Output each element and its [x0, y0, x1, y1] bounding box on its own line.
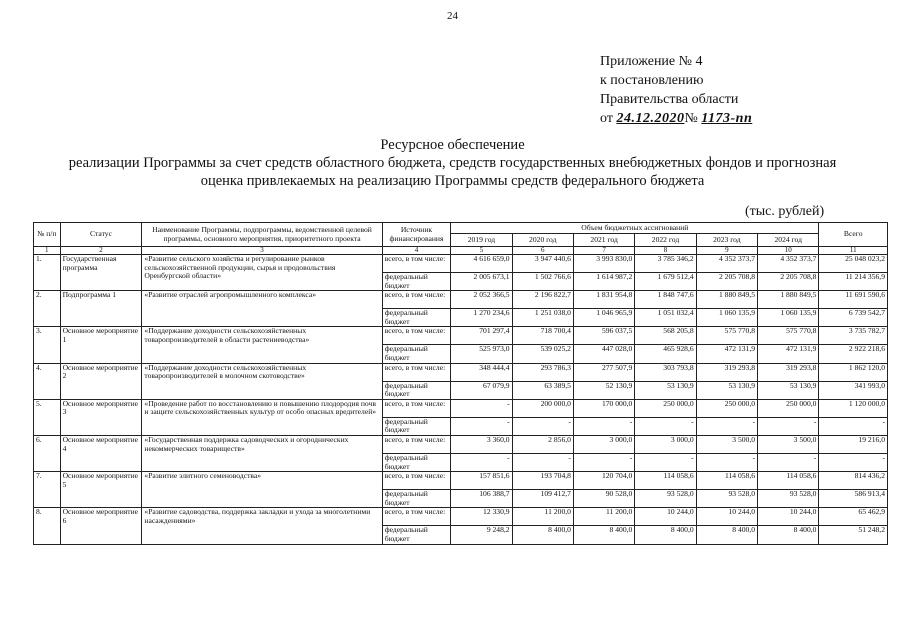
- header-column-index: 10: [758, 247, 819, 255]
- value-total: 1 120 000,0: [819, 399, 888, 417]
- source-total-label: всего, в том числе:: [382, 508, 451, 526]
- value-federal: 90 528,0: [573, 490, 634, 508]
- value-total: 11 691 590,6: [819, 291, 888, 309]
- document-title: [0, 136, 905, 190]
- header-year: 2021 год: [573, 234, 634, 247]
- table-row: [34, 255, 888, 273]
- value-federal: -: [512, 453, 573, 471]
- appendix-line-1: Приложение № 4: [600, 54, 703, 69]
- row-status: Основное мероприятие 5: [60, 472, 142, 508]
- value-total: 250 000,0: [635, 399, 696, 417]
- resolution-number: 1173-пп: [701, 111, 753, 126]
- title-line-2: реализации Программы за счет средств областного бюджета, средств государственных внебюджетных фондов и прогнозная: [68, 155, 837, 171]
- value-federal: 341 993,0: [819, 381, 888, 399]
- value-federal: 52 130,9: [573, 381, 634, 399]
- value-federal: 53 130,9: [696, 381, 757, 399]
- row-name: «Развитие сельского хозяйства и регулирование рынков сельскохозяйственной продукции, сырья и продовольствия Оренбургской области»: [142, 255, 382, 291]
- value-federal: 472 131,9: [758, 345, 819, 363]
- value-federal: 1 046 965,9: [573, 309, 634, 327]
- value-federal: 1 060 135,9: [758, 309, 819, 327]
- resource-table: [33, 222, 888, 545]
- value-federal: -: [696, 453, 757, 471]
- header-year: 2023 год: [696, 234, 757, 247]
- value-federal: -: [573, 417, 634, 435]
- number-prefix: №: [684, 111, 698, 126]
- source-federal-label: федеральный бюджет: [382, 417, 451, 435]
- value-total: 814 436,2: [819, 472, 888, 490]
- value-federal: 447 028,0: [573, 345, 634, 363]
- value-federal: -: [573, 453, 634, 471]
- value-total: 319 293,8: [758, 363, 819, 381]
- value-federal: -: [819, 417, 888, 435]
- value-total: 250 000,0: [696, 399, 757, 417]
- header-column-index: 11: [819, 247, 888, 255]
- value-federal: 51 248,2: [819, 526, 888, 544]
- header-column-index: 3: [142, 247, 382, 255]
- source-federal-label: федеральный бюджет: [382, 309, 451, 327]
- header-year: 2020 год: [512, 234, 573, 247]
- value-total: 11 200,0: [512, 508, 573, 526]
- value-federal: 8 400,0: [573, 526, 634, 544]
- table-row: [34, 472, 888, 490]
- table-row: [34, 399, 888, 417]
- page-number: 24: [447, 10, 458, 22]
- value-total: 348 444,4: [451, 363, 512, 381]
- header-year: 2019 год: [451, 234, 512, 247]
- value-total: 575 770,8: [758, 327, 819, 345]
- value-federal: 2 205 708,8: [696, 273, 757, 291]
- header-year: 2022 год: [635, 234, 696, 247]
- appendix-block: [600, 52, 752, 128]
- value-total: 3 000,0: [573, 435, 634, 453]
- value-federal: 8 400,0: [512, 526, 573, 544]
- row-number: 7.: [34, 472, 61, 508]
- value-federal: -: [696, 417, 757, 435]
- value-total: 114 058,6: [758, 472, 819, 490]
- row-number: 4.: [34, 363, 61, 399]
- row-number: 3.: [34, 327, 61, 363]
- value-total: 4 352 373,7: [696, 255, 757, 273]
- value-total: 1 831 954,8: [573, 291, 634, 309]
- table-row: [34, 435, 888, 453]
- value-federal: 1 060 135,9: [696, 309, 757, 327]
- value-total: 19 216,0: [819, 435, 888, 453]
- value-federal: -: [512, 417, 573, 435]
- value-total: 718 700,4: [512, 327, 573, 345]
- value-federal: -: [451, 417, 512, 435]
- value-federal: 53 130,9: [635, 381, 696, 399]
- value-total: 250 000,0: [758, 399, 819, 417]
- header-volume: Объем бюджетных ассигнований: [451, 223, 819, 234]
- value-total: -: [451, 399, 512, 417]
- source-federal-label: федеральный бюджет: [382, 273, 451, 291]
- header-column-index: 9: [696, 247, 757, 255]
- title-line-3: оценка привлекаемых на реализацию Программы средств федерального бюджета: [200, 173, 705, 189]
- value-federal: 2 005 673,1: [451, 273, 512, 291]
- value-federal: 1 051 032,4: [635, 309, 696, 327]
- title-line-1: Ресурсное обеспечение: [380, 137, 525, 153]
- value-total: 1 880 849,5: [758, 291, 819, 309]
- value-federal: 63 389,5: [512, 381, 573, 399]
- value-federal: 8 400,0: [758, 526, 819, 544]
- header-name: Наименование Программы, подпрограммы, ведомственной целевой программы, основного мероприятия, приоритетного проекта: [142, 223, 382, 247]
- value-total: 568 205,8: [635, 327, 696, 345]
- value-total: 3 735 782,7: [819, 327, 888, 345]
- value-federal: 93 528,0: [635, 490, 696, 508]
- table-row: [34, 291, 888, 309]
- row-name: «Развитие садоводства, поддержка закладки и ухода за многолетними насаждениями»: [142, 508, 382, 544]
- source-total-label: всего, в том числе:: [382, 435, 451, 453]
- value-total: 11 200,0: [573, 508, 634, 526]
- value-total: 3 500,0: [696, 435, 757, 453]
- appendix-date-line: [600, 109, 752, 128]
- value-federal: -: [758, 453, 819, 471]
- value-federal: 472 131,9: [696, 345, 757, 363]
- header-column-index: 4: [382, 247, 451, 255]
- value-federal: 1 502 766,6: [512, 273, 573, 291]
- value-total: 1 848 747,6: [635, 291, 696, 309]
- header-year: 2024 год: [758, 234, 819, 247]
- header-num: № п/п: [34, 223, 61, 247]
- value-federal: 6 739 542,7: [819, 309, 888, 327]
- source-total-label: всего, в том числе:: [382, 363, 451, 381]
- value-total: 193 704,8: [512, 472, 573, 490]
- value-federal: 53 130,9: [758, 381, 819, 399]
- header-column-index: 6: [512, 247, 573, 255]
- value-total: 114 058,6: [635, 472, 696, 490]
- row-status: Основное мероприятие 6: [60, 508, 142, 544]
- value-federal: -: [758, 417, 819, 435]
- value-total: 170 000,0: [573, 399, 634, 417]
- value-federal: -: [451, 453, 512, 471]
- value-federal: 2 922 218,6: [819, 345, 888, 363]
- value-total: 10 244,0: [696, 508, 757, 526]
- value-total: 10 244,0: [635, 508, 696, 526]
- value-total: 1 880 849,5: [696, 291, 757, 309]
- value-total: 277 507,9: [573, 363, 634, 381]
- value-federal: 93 528,0: [758, 490, 819, 508]
- date-prefix: от: [600, 111, 613, 126]
- value-federal: 1 614 987,2: [573, 273, 634, 291]
- value-total: 65 462,9: [819, 508, 888, 526]
- row-status: Подпрограмма 1: [60, 291, 142, 327]
- value-total: 157 851,6: [451, 472, 512, 490]
- value-federal: 1 270 234,6: [451, 309, 512, 327]
- value-total: 3 500,0: [758, 435, 819, 453]
- appendix-line-2: к постановлению: [600, 73, 704, 88]
- row-status: Основное мероприятие 3: [60, 399, 142, 435]
- value-total: 596 037,5: [573, 327, 634, 345]
- row-name: «Поддержание доходности сельскохозяйственных товаропроизводителей в молочном скотоводстве»: [142, 363, 382, 399]
- value-total: 3 000,0: [635, 435, 696, 453]
- value-federal: 465 928,6: [635, 345, 696, 363]
- value-federal: 1 251 038,0: [512, 309, 573, 327]
- value-total: 1 862 120,0: [819, 363, 888, 381]
- row-number: 5.: [34, 399, 61, 435]
- value-federal: 8 400,0: [696, 526, 757, 544]
- row-name: «Государственная поддержка садоводческих и огороднических некоммерческих товариществ»: [142, 435, 382, 471]
- value-total: 12 330,9: [451, 508, 512, 526]
- value-federal: 9 248,2: [451, 526, 512, 544]
- value-federal: -: [819, 453, 888, 471]
- value-total: 319 293,8: [696, 363, 757, 381]
- value-federal: 2 205 708,8: [758, 273, 819, 291]
- value-federal: 106 388,7: [451, 490, 512, 508]
- row-status: Основное мероприятие 1: [60, 327, 142, 363]
- table-row: [34, 327, 888, 345]
- value-federal: 586 913,4: [819, 490, 888, 508]
- row-name: «Развитие отраслей агропромышленного комплекса»: [142, 291, 382, 327]
- value-federal: -: [635, 417, 696, 435]
- row-name: «Проведение работ по восстановлению и повышению плодородия почв и защите сельскохозяйственных культур от особо опасных вредителей»: [142, 399, 382, 435]
- header-column-index: 5: [451, 247, 512, 255]
- value-federal: -: [635, 453, 696, 471]
- value-total: 575 770,8: [696, 327, 757, 345]
- row-status: Основное мероприятие 2: [60, 363, 142, 399]
- source-federal-label: федеральный бюджет: [382, 453, 451, 471]
- value-total: 3 785 346,2: [635, 255, 696, 273]
- resolution-date: 24.12.2020: [616, 111, 685, 126]
- units-label: (тыс. рублей): [745, 204, 825, 219]
- header-column-index: 7: [573, 247, 634, 255]
- value-total: 3 360,0: [451, 435, 512, 453]
- value-total: 2 196 822,7: [512, 291, 573, 309]
- value-total: 200 000,0: [512, 399, 573, 417]
- value-federal: 525 973,0: [451, 345, 512, 363]
- table-row: [34, 363, 888, 381]
- source-total-label: всего, в том числе:: [382, 472, 451, 490]
- value-federal: 8 400,0: [635, 526, 696, 544]
- row-number: 8.: [34, 508, 61, 544]
- value-total: 4 616 659,0: [451, 255, 512, 273]
- source-total-label: всего, в том числе:: [382, 327, 451, 345]
- header-column-index: 2: [60, 247, 142, 255]
- value-total: 120 704,0: [573, 472, 634, 490]
- row-status: Государственная программа: [60, 255, 142, 291]
- header-column-index: 1: [34, 247, 61, 255]
- value-total: 10 244,0: [758, 508, 819, 526]
- header-source: Источник финансирования: [382, 223, 451, 247]
- row-number: 1.: [34, 255, 61, 291]
- value-federal: 109 412,7: [512, 490, 573, 508]
- value-total: 114 058,6: [696, 472, 757, 490]
- appendix-line-3: Правительства области: [600, 92, 739, 107]
- value-total: 25 048 023,2: [819, 255, 888, 273]
- value-federal: 11 214 356,9: [819, 273, 888, 291]
- header-column-index: 8: [635, 247, 696, 255]
- header-total: Всего: [819, 223, 888, 247]
- source-federal-label: федеральный бюджет: [382, 490, 451, 508]
- row-name: «Развитие элитного семеноводства»: [142, 472, 382, 508]
- row-status: Основное мероприятие 4: [60, 435, 142, 471]
- value-total: 2 856,0: [512, 435, 573, 453]
- source-federal-label: федеральный бюджет: [382, 381, 451, 399]
- value-federal: 67 079,9: [451, 381, 512, 399]
- source-federal-label: федеральный бюджет: [382, 526, 451, 544]
- value-total: 2 052 366,5: [451, 291, 512, 309]
- value-total: 3 947 440,6: [512, 255, 573, 273]
- table-row: [34, 508, 888, 526]
- row-name: «Поддержание доходности сельскохозяйственных товаропроизводителей в области растениеводства»: [142, 327, 382, 363]
- value-federal: 93 528,0: [696, 490, 757, 508]
- row-number: 2.: [34, 291, 61, 327]
- value-total: 293 786,3: [512, 363, 573, 381]
- row-number: 6.: [34, 435, 61, 471]
- value-federal: 1 679 512,4: [635, 273, 696, 291]
- source-total-label: всего, в том числе:: [382, 255, 451, 273]
- source-federal-label: федеральный бюджет: [382, 345, 451, 363]
- value-total: 303 793,8: [635, 363, 696, 381]
- value-total: 4 352 373,7: [758, 255, 819, 273]
- source-total-label: всего, в том числе:: [382, 291, 451, 309]
- value-federal: 539 025,2: [512, 345, 573, 363]
- value-total: 3 993 830,0: [573, 255, 634, 273]
- source-total-label: всего, в том числе:: [382, 399, 451, 417]
- header-status: Статус: [60, 223, 142, 247]
- value-total: 701 297,4: [451, 327, 512, 345]
